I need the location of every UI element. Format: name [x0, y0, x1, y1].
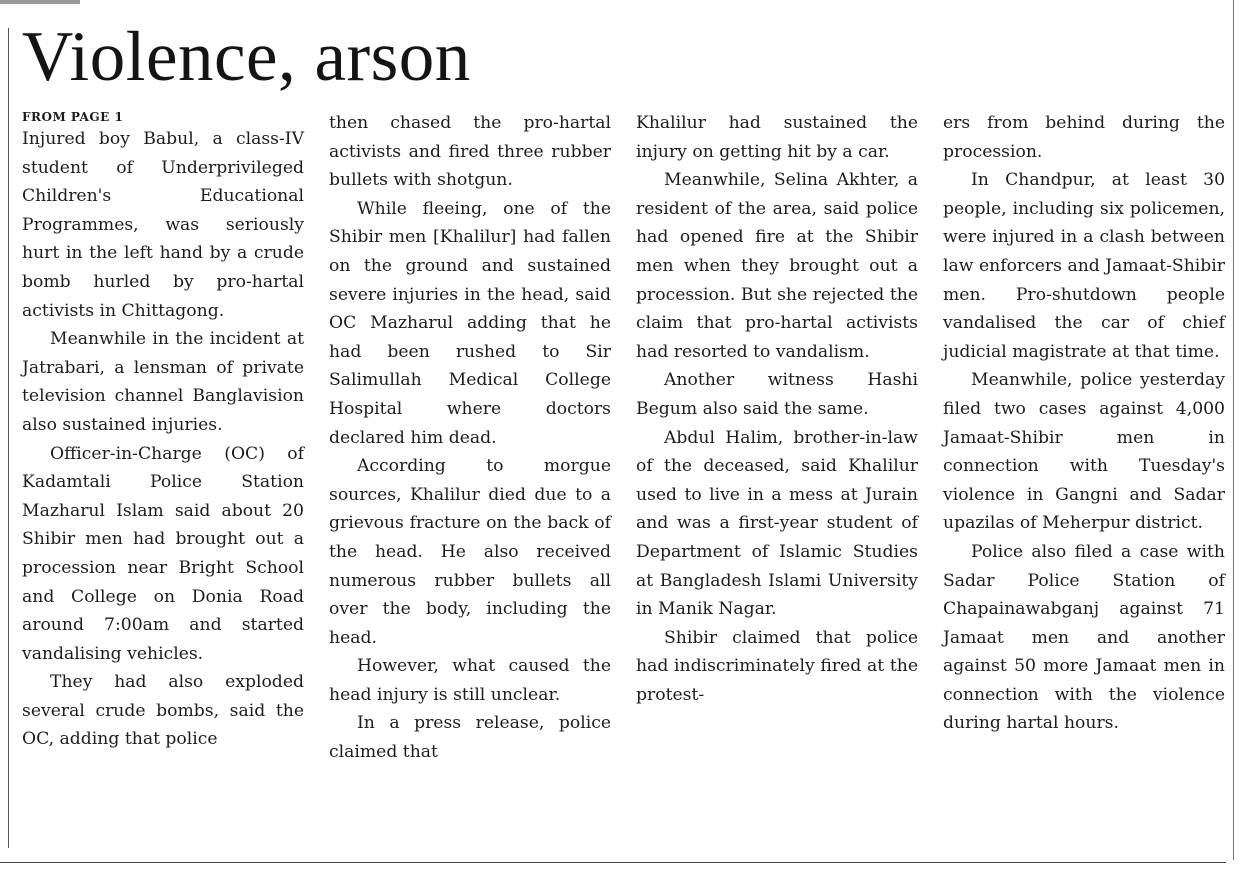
headline: Violence, arson [22, 18, 471, 96]
paragraph: Officer-in-Charge (OC) of Kadamtali Police Station Mazharul Islam said about 20 Shibir men had brought out a procession near Bright School and College on Donia Road around 7:00am and started vandalising vehicles. [22, 443, 304, 664]
paragraph: Shibir claimed that police had indiscriminately fired at the protest- [636, 627, 918, 705]
paragraph: While fleeing, one of the Shibir men [Khalilur] had fallen on the ground and sustained severe injuries in the head, said OC Mazharul adding that he had been rushed to Sir Salimullah Medical College Hospital where doctors declared him dead. [329, 198, 611, 448]
paragraph: ers from behind during the procession. [943, 113, 1225, 162]
article-column-3 [636, 109, 918, 709]
paragraph: However, what caused the head injury is still unclear. [329, 656, 611, 705]
article-column-2 [329, 109, 611, 767]
paragraph: In Chandpur, at least 30 people, including six policemen, were injured in a clash between law enforcers and Jamaat-Shibir men. Pro-shutdown people vandalised the car of chief judicial magistrate at that time. [943, 170, 1225, 362]
top-edge-strip [0, 0, 80, 4]
paragraph: Injured boy Babul, a class-IV student of Underprivileged Children's Educational Programmes, was seriously hurt in the left hand by a crude bomb hurled by pro-hartal activists in Chittagong. [22, 129, 304, 321]
article-column-4 [943, 109, 1225, 738]
article-column-1 [22, 109, 304, 754]
jump-line: FROM PAGE 1 [22, 110, 124, 124]
paragraph: Meanwhile, police yesterday filed two cases against 4,000 Jamaat-Shibir men in connection with Tuesday's violence in Gangni and Sadar upazilas of Meherpur district. [943, 370, 1225, 534]
paragraph: Meanwhile in the incident at Jatrabari, a lensman of private television channel Banglavision also sustained injuries. [22, 329, 304, 435]
paragraph: then chased the pro-hartal activists and fired three rubber bullets with shotgun. [329, 113, 611, 191]
paragraph: Khalilur had sustained the injury on getting hit by a car. [636, 113, 918, 162]
paragraph: Another witness Hashi Begum also said the same. [636, 370, 918, 419]
paragraph: Police also filed a case with Sadar Police Station of Chapainawabganj against 71 Jamaat men and another against 50 more Jamaat men in connection with the violence during hartal hours. [943, 541, 1225, 734]
paragraph: Abdul Halim, brother-in-law of the deceased, said Khalilur used to live in a mess at Jurain and was a first-year student of Department of Islamic Studies at Bangladesh Islami University in Manik Nagar. [636, 427, 918, 620]
bottom-rule [0, 862, 1226, 863]
paragraph: Meanwhile, Selina Akhter, a resident of the area, said police had opened fire at the Shibir men when they brought out a procession. But she rejected the claim that pro-hartal activists had resorted to vandalism. [636, 170, 918, 362]
paragraph: In a press release, police claimed that [329, 713, 611, 763]
right-edge-rule [1233, 0, 1234, 860]
paragraph: According to morgue sources, Khalilur died due to a grievous fracture on the back of the head. He also received numerous rubber bullets all over the body, including the head. [329, 456, 611, 648]
paragraph: They had also exploded several crude bombs, said the OC, adding that police [22, 672, 304, 750]
left-column-rule [8, 28, 9, 848]
